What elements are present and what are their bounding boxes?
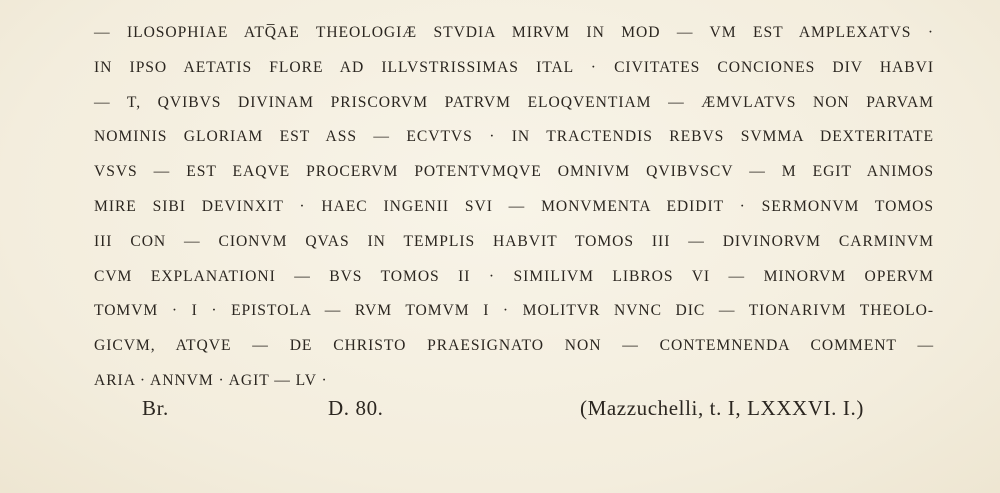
inscription-line: VSVS — EST EAQVE PROCERVM POTENTVMQVE OMNIVM QVIBVSCV — M EGIT ANIMOS bbox=[94, 163, 934, 181]
inscription-line: — T, QVIBVS DIVINAM PRISCORVM PATRVM ELOQVENTIAM — ÆMVLATVS NON PARVAM bbox=[94, 93, 934, 111]
library-abbreviation: Br. bbox=[142, 396, 169, 420]
inscription-line: ARIA · ANNVM · AGIT — LV · bbox=[94, 371, 328, 389]
inscription-line: IN IPSO AETATIS FLORE AD ILLVSTRISSIMAS ITAL · CIVITATES CONCIONES DIV HABVI bbox=[94, 58, 934, 76]
inscription-line: GICVM, ATQVE — DE CHRISTO PRAESIGNATO NON — CONTEMNENDA COMMENT — bbox=[94, 337, 934, 355]
citation-footer bbox=[0, 396, 1000, 432]
inscription-line: TOMVM · I · EPISTOLA — RVM TOMVM I · MOLITVR NVNC DIC — TIONARIVM THEOLO- bbox=[94, 302, 934, 320]
inscription-line: III CON — CIONVM QVAS IN TEMPLIS HABVIT TOMOS III — DIVINORVM CARMINVM bbox=[94, 232, 934, 250]
inscription-line: — ILOSOPHIAE ATQ̅AE THEOLOGIÆ STVDIA MIRVM IN MOD — VM EST AMPLEXATVS · bbox=[94, 24, 934, 41]
inscription-line: MIRE SIBI DEVINXIT · HAEC INGENII SVI — MONVMENTA EDIDIT · SERMONVM TOMOS bbox=[94, 197, 934, 215]
source-citation: (Mazzuchelli, t. I, LXXXVI. I.) bbox=[580, 396, 864, 420]
inscription-text bbox=[94, 16, 934, 399]
inscription-line: NOMINIS GLORIAM EST ASS — ECVTVS · IN TRACTENDIS REBVS SVMMA DEXTERITATE bbox=[94, 128, 934, 146]
inscription-line: CVM EXPLANATIONI — BVS TOMOS II · SIMILIVM LIBROS VI — MINORVM OPERVM bbox=[94, 267, 934, 285]
catalog-number: D. 80. bbox=[328, 396, 384, 420]
